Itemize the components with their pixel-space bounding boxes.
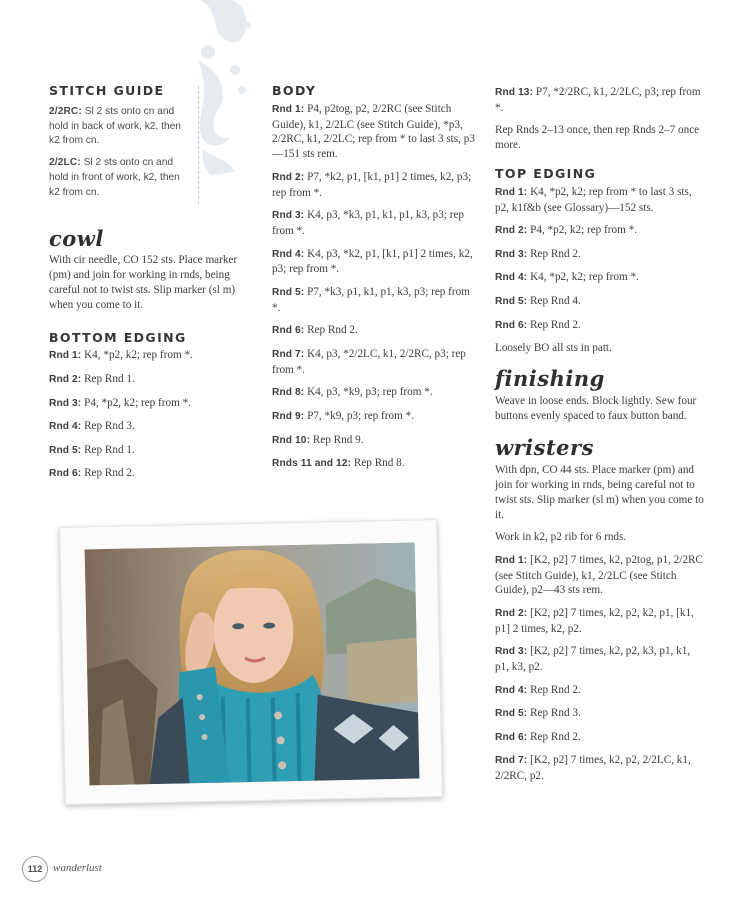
column-left bbox=[49, 84, 249, 490]
book-title: wanderlust bbox=[53, 862, 102, 874]
round-line: Rnd 6: Rep Rnd 2. bbox=[495, 318, 581, 331]
finishing-heading: finishing bbox=[495, 365, 605, 391]
round-line: Rnd 4: K4, p3, *k2, p1, [k1, p1] 2 times, k2, p3; rep from *. bbox=[272, 247, 473, 276]
repeat-instruction: Rep Rnds 2–13 once, then rep Rnds 2–7 once more. bbox=[495, 124, 700, 152]
round-line: Rnd 3: Rep Rnd 2. bbox=[495, 247, 581, 260]
round-line: Rnd 2: [K2, p2] 7 times, k2, p2, k2, p1, [k1, p1] 2 times, k2, p2. bbox=[495, 606, 694, 635]
model-photo-illustration bbox=[85, 543, 420, 786]
round-line: Rnd 4: Rep Rnd 2. bbox=[495, 683, 581, 696]
model-photo bbox=[85, 543, 420, 786]
round-line: Rnds 11 and 12: Rep Rnd 8. bbox=[272, 457, 405, 470]
stitch-guide bbox=[49, 105, 184, 201]
round-line: Rnd 13: P7, *2/2RC, k1, 2/2LC, p3; rep from *. bbox=[495, 86, 701, 114]
stitch-guide-heading: STITCH GUIDE bbox=[49, 83, 165, 98]
round-line: Rnd 6: Rep Rnd 2. bbox=[495, 730, 581, 743]
bind-off-text: Loosely BO all sts in patt. bbox=[495, 342, 612, 355]
body-heading: BODY bbox=[272, 83, 317, 98]
round-line: Rnd 4: Rep Rnd 3. bbox=[49, 420, 135, 433]
round-line: Rnd 5: Rep Rnd 3. bbox=[495, 707, 581, 720]
cowl-heading: cowl bbox=[49, 225, 104, 251]
round-line: Rnd 6: Rep Rnd 2. bbox=[272, 324, 358, 337]
round-line: Rnd 2: P4, *p2, k2; rep from *. bbox=[495, 224, 637, 237]
page-number: 112 bbox=[22, 856, 48, 882]
round-line: Rnd 5: P7, *k3, p1, k1, p1, k3, p3; rep from *. bbox=[272, 285, 470, 314]
round-line: Rnd 3: P4, *p2, k2; rep from *. bbox=[49, 396, 191, 409]
round-line: Rnd 1: P4, p2tog, p2, 2/2RC (see Stitch Guide), k1, 2/2LC (see Stitch Guide), *p3, 2/2RC, k1, 2/2LC; rep from * to last 3 sts, p3—151 sts rem. bbox=[272, 102, 475, 161]
stitch-guide-item: 2/2LC: Sl 2 sts onto cn and hold in front of work, k2, then k2 from cn. bbox=[49, 157, 180, 198]
round-line: Rnd 1: K4, *p2, k2; rep from * to last 3 sts, p2, k1f&b (see Glossary)—152 sts. bbox=[495, 185, 692, 214]
round-line: Rnd 3: [K2, p2] 7 times, k2, p2, k3, p1, k1, p1, k3, p2. bbox=[495, 645, 691, 674]
column-middle bbox=[272, 84, 477, 480]
photo-frame bbox=[59, 519, 443, 805]
rib-instruction: Work in k2, p2 rib for 6 rnds. bbox=[495, 531, 627, 544]
wristers-heading: wristers bbox=[495, 435, 594, 461]
round-line: Rnd 5: Rep Rnd 1. bbox=[49, 443, 135, 456]
finishing-text: Weave in loose ends. Block lightly. Sew four buttons evenly spaced to faux button band. bbox=[495, 394, 697, 422]
round-line: Rnd 5: Rep Rnd 4. bbox=[495, 294, 581, 307]
round-line: Rnd 7: K4, p3, *2/2LC, k1, 2/2RC, p3; rep from *. bbox=[272, 347, 466, 376]
bottom-edging-heading: BOTTOM EDGING bbox=[49, 329, 187, 345]
round-line: Rnd 10: Rep Rnd 9. bbox=[272, 433, 364, 446]
round-line: Rnd 4: K4, *p2, k2; rep from *. bbox=[495, 271, 639, 284]
column-right bbox=[495, 85, 705, 792]
round-line: Rnd 6: Rep Rnd 2. bbox=[49, 467, 135, 480]
round-line: Rnd 8: K4, p3, *k9, p3; rep from *. bbox=[272, 386, 433, 399]
round-line: Rnd 9: P7, *k9, p3; rep from *. bbox=[272, 409, 414, 422]
round-line: Rnd 3: K4, p3, *k3, p1, k1, p1, k3, p3; rep from *. bbox=[272, 209, 465, 237]
stitch-guide-item: 2/2RC: Sl 2 sts onto cn and hold in back of work, k2, then k2 from cn. bbox=[49, 105, 181, 147]
round-line: Rnd 7: [K2, p2] 7 times, k2, p2, 2/2LC, k1, 2/2RC, p2. bbox=[495, 754, 691, 783]
cowl-intro: With cir needle, CO 152 sts. Place marker (pm) and join for working in rnds, being careful not to twist sts. Slip marker (sl m) when you come to it. bbox=[49, 254, 238, 311]
top-edging-heading: TOP EDGING bbox=[495, 165, 597, 181]
round-line: Rnd 2: Rep Rnd 1. bbox=[49, 372, 135, 385]
round-line: Rnd 1: [K2, p2] 7 times, k2, p2tog, p1, 2/2RC (see Stitch Guide), k1, 2/2LC (see Stitch Guide), p2—43 sts rem. bbox=[495, 553, 703, 597]
wristers-intro: With dpn, CO 44 sts. Place marker (pm) and join for working in rnds, being careful not to twist sts. Slip marker (sl m) when you come to it. bbox=[495, 464, 704, 521]
round-line: Rnd 1: K4, *p2, k2; rep from *. bbox=[49, 349, 193, 362]
round-line: Rnd 2: P7, *k2, p1, [k1, p1] 2 times, k2, p3; rep from *. bbox=[272, 170, 472, 199]
